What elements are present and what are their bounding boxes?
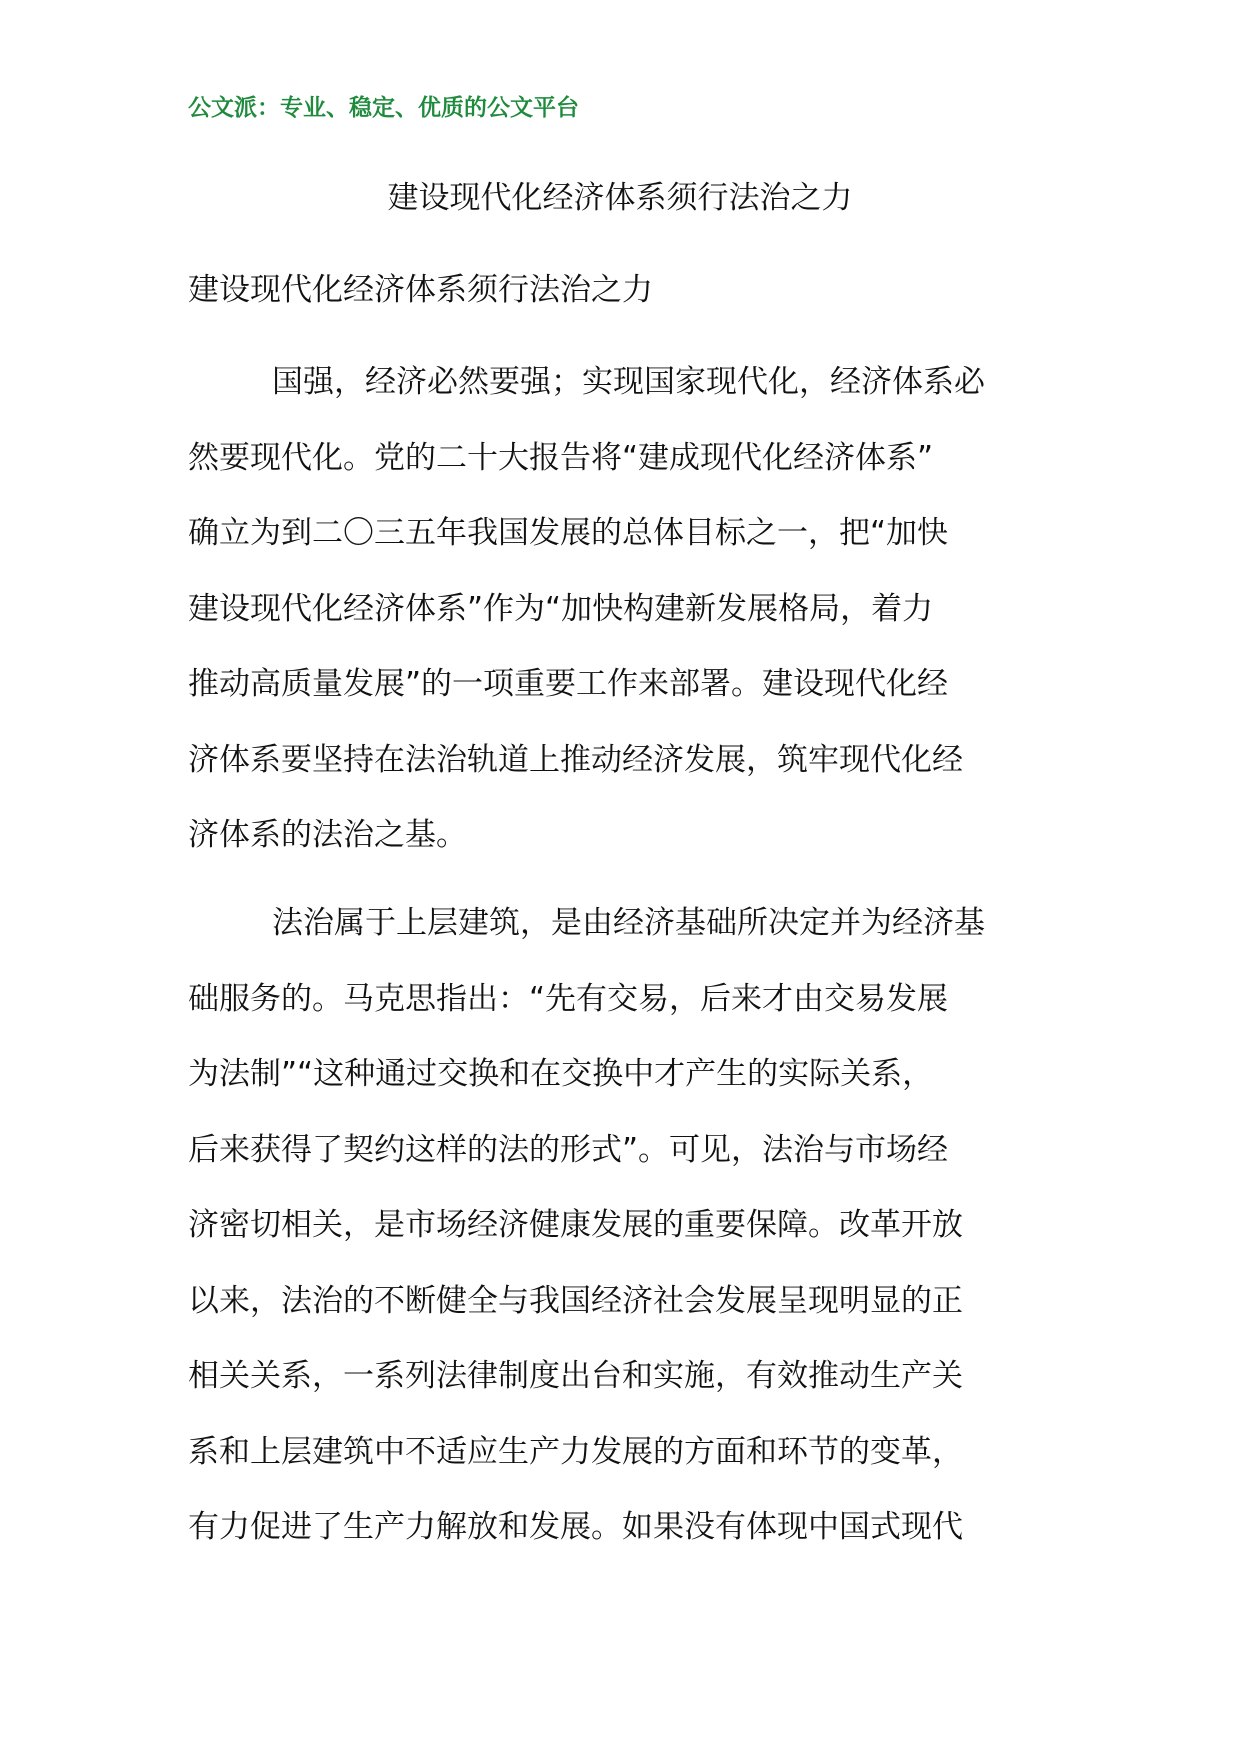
paragraph-line: 系和上层建筑中不适应生产力发展的方面和环节的变革， (188, 1433, 963, 1470)
paragraph-line: 确立为到二〇三五年我国发展的总体目标之一，把“加快 (188, 515, 949, 551)
paragraph-line: 然要现代化。党的二十大报告将“建成现代化经济体系” (188, 439, 934, 476)
paragraph-line: 济体系要坚持在法治轨道上推动经济发展，筑牢现代化经 (188, 741, 963, 778)
body-paragraph-1 (188, 345, 1052, 874)
document-subtitle: 建设现代化经济体系须行法治之力 (188, 272, 653, 308)
paragraph-line: 济密切相关，是市场经济健康发展的重要保障。改革开放 (188, 1207, 963, 1243)
paragraph-line: 相关关系，一系列法律制度出台和实施，有效推动生产关 (188, 1358, 963, 1394)
header-brand-text: 公文派：专业、稳定、优质的公文平台 (188, 94, 579, 121)
paragraph-line: 有力促进了生产力解放和发展。如果没有体现中国式现代 (188, 1509, 963, 1545)
paragraph-line: 建设现代化经济体系”作为“加快构建新发展格局，着力 (188, 590, 934, 627)
paragraph-line: 为法制”“这种通过交换和在交换中才产生的实际关系， (188, 1056, 934, 1092)
paragraph-line: 后来获得了契约这样的法的形式”。可见，法治与市场经 (188, 1131, 949, 1168)
body-paragraph-2 (188, 886, 1052, 1566)
paragraph-line: 国强，经济必然要强；实现国家现代化，经济体系必 (272, 364, 985, 400)
paragraph-line: 以来，法治的不断健全与我国经济社会发展呈现明显的正 (188, 1282, 963, 1319)
paragraph-line: 济体系的法治之基。 (188, 817, 467, 853)
paragraph-line: 推动高质量发展”的一项重要工作来部署。建设现代化经 (188, 666, 949, 702)
paragraph-line: 法治属于上层建筑，是由经济基础所决定并为经济基 (272, 905, 985, 941)
document-title: 建设现代化经济体系须行法治之力 (387, 180, 853, 216)
paragraph-line: 础服务的。马克思指出：“先有交易，后来才由交易发展 (188, 980, 949, 1017)
